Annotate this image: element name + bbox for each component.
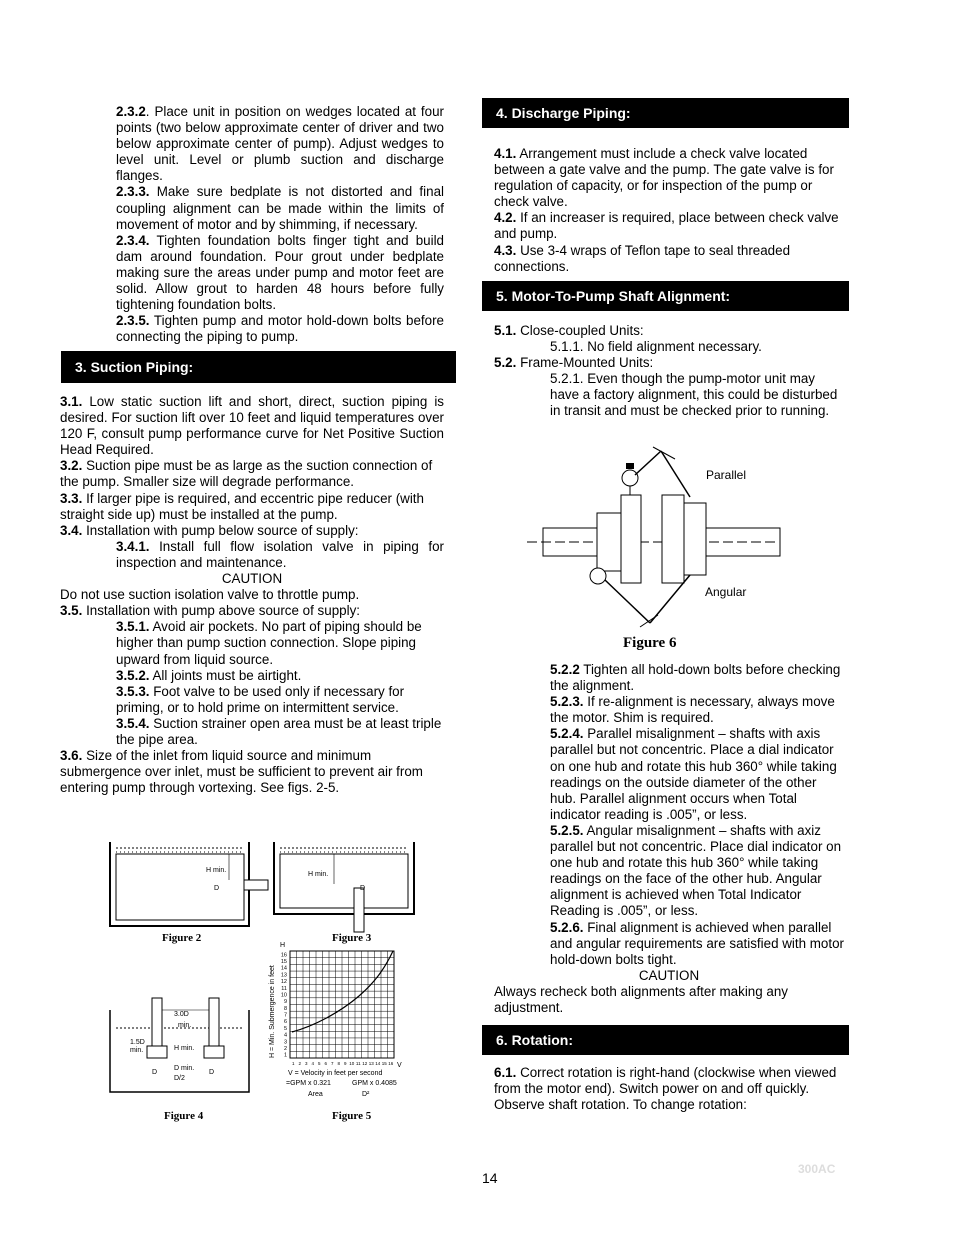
chart-grid: [290, 951, 394, 1058]
para-3-4: 3.4. Installation with pump below source of supply:: [60, 522, 359, 538]
left-hub-outer: [597, 513, 621, 571]
fig4-d2-label: D/2: [174, 1075, 185, 1082]
document-code: 300AC: [798, 1162, 836, 1176]
chart-y-tick: 3: [283, 1039, 287, 1046]
rotation-section: [494, 1065, 844, 1113]
chart-y-tick: 12: [280, 979, 287, 986]
chart-y-tick: 1: [283, 1052, 287, 1059]
left-column: [60, 104, 444, 345]
suction-piping-header: 3. Suction Piping:: [61, 351, 456, 383]
chart-x-tick: 2: [298, 1061, 302, 1066]
para-4-1: 4.1. Arrangement must include a check valve located between a gate valve and the pump. The gate valve is for regulation of capacity, or for inspection of the pump or check valve.: [494, 146, 834, 210]
figure-5-caption: Figure 5: [332, 1110, 372, 1122]
para-3-5-4: 3.5.4. Suction strainer open area must be at least triple the pipe area.: [116, 715, 442, 747]
chart-area-label: Area: [308, 1091, 323, 1098]
chart-v-label: V: [397, 1062, 402, 1069]
fig4-15d-label: 1.5D: [130, 1039, 145, 1046]
chart-h-label: H: [280, 942, 286, 949]
fig4-d-label: D: [152, 1069, 158, 1076]
figure-5-chart: [269, 942, 402, 1098]
para-2-3-3: 2.3.3. Make sure bedplate is not distorted and final coupling alignment can be made within the limits of movement of motor and by shimming, if necessary.: [116, 184, 444, 232]
chart-y-tick: 5: [283, 1025, 287, 1032]
page-number: 14: [482, 1170, 498, 1186]
fig4-min-label: min.: [178, 1022, 192, 1029]
figure-2-caption: Figure 2: [162, 932, 202, 944]
chart-y-tick: 11: [281, 985, 287, 992]
para-3-6: 3.6. Size of the inlet from liquid source and minimum submergence over inlet, must be sufficient to prevent air from entering pump through vortexing. See figs. 2-5.: [60, 748, 423, 796]
para-6-1: 6.1. Correct rotation is right-hand (clockwise when viewed from the motor end). Switch power on and off quickly. Observe shaft rotation. To change rotation:: [494, 1065, 837, 1113]
chart-y-tick: 16: [280, 952, 287, 959]
fig3-hmin-label: H min.: [308, 871, 329, 878]
fig4-hmin-label: H min.: [174, 1045, 195, 1052]
chart-x-tick: 5: [317, 1061, 321, 1066]
chart-x-axis-label: V = Velocity in feet per second: [288, 1070, 383, 1077]
chart-y-tick: 8: [283, 1005, 287, 1012]
chart-x-ticks: [292, 1061, 394, 1066]
chart-gpm1: =GPM x 0.321: [286, 1080, 331, 1087]
chart-x-tick: 1: [291, 1061, 295, 1066]
parallel-dial-icon: [622, 470, 638, 486]
para-4-3: 4.3. Use 3-4 wraps of Teflon tape to seal threaded connections.: [494, 242, 791, 274]
chart-y-tick: 13: [280, 972, 287, 979]
figure-6-caption: Figure 6: [623, 635, 677, 651]
para-3-3: 3.3. If larger pipe is required, and eccentric pipe reducer (with straight side up) must be installed at the pump.: [60, 490, 424, 522]
discharge-section: [494, 146, 844, 275]
para-2-3-4: 2.3.4. Tighten foundation bolts finger tight and build dam around foundation. Pour grout under bedplate making sure the areas under pump and motor feet are solid. Allow grout to harden 48 hours before fully tightening foundation bolts.: [116, 232, 444, 313]
para-5-2-1: 5.2.1. Even though the pump-motor unit may have a factory alignment, this could be disturbed in transit and must be checked prior to running.: [550, 371, 838, 419]
chart-y-tick: 14: [280, 965, 287, 972]
right-hub-outer: [684, 503, 706, 575]
para-5-2: 5.2. Frame-Mounted Units:: [494, 355, 654, 371]
para-3-4-1: 3.4.1. Install full flow isolation valve in piping for inspection and maintenance.: [116, 538, 444, 570]
chart-x-tick: 9: [343, 1061, 347, 1066]
chart-x-tick: 13: [368, 1061, 374, 1066]
chart-x-tick: 8: [337, 1061, 341, 1066]
right-hub: [662, 495, 684, 583]
chart-curve: [292, 951, 393, 1032]
chart-x-tick: 10: [349, 1061, 355, 1066]
fig4-d-label-2: D: [209, 1069, 215, 1076]
fig4-3d-label: 3.0D: [174, 1011, 189, 1018]
fig4-dmin-label: D min.: [174, 1065, 195, 1072]
para-5-1: 5.1. Close-coupled Units:: [494, 323, 644, 338]
chart-y-tick: 6: [283, 1019, 287, 1026]
fig2-d-label: D: [214, 885, 220, 892]
chart-y-tick: 4: [283, 1032, 287, 1039]
caution-text-1: Do not use suction isolation valve to throttle pump.: [60, 587, 360, 603]
para-3-5: 3.5. Installation with pump above source of supply:: [60, 603, 360, 619]
alignment-steps: [494, 662, 844, 1016]
chart-x-tick: 11: [355, 1061, 361, 1066]
para-4-2: 4.2. If an increaser is required, place between check valve and pump.: [494, 210, 839, 242]
chart-x-tick: 7: [330, 1061, 334, 1066]
para-3-2: 3.2. Suction pipe must be as large as the suction connection of the pump. Smaller size will degrade performance.: [60, 458, 433, 490]
alignment-section: [494, 323, 844, 420]
chart-y-tick: 15: [280, 959, 287, 966]
chart-x-tick: 15: [381, 1061, 387, 1066]
chart-x-tick: 6: [324, 1061, 328, 1066]
figure-2-diagram: [110, 842, 268, 926]
shaft-alignment-header: 5. Motor-To-Pump Shaft Alignment:: [482, 281, 849, 311]
chart-x-tick: 16: [388, 1061, 394, 1066]
fig6-parallel-label: Parallel: [706, 468, 747, 482]
caution-label-1: CAUTION: [221, 571, 283, 587]
figure-3-diagram: [274, 842, 414, 932]
chart-y-tick: 9: [283, 999, 287, 1006]
discharge-piping-header: 4. Discharge Piping:: [482, 98, 849, 128]
figures-2-5: [104, 838, 420, 1128]
para-3-1: 3.1. Low static suction lift and short, direct, suction piping is desired. For suction lift over 10 feet and liquid temperatures over 120 F, consult pump performance curve for Net Positive Suction Head Required.: [60, 394, 444, 458]
fig4-min2-label: min.: [130, 1047, 144, 1054]
para-5-2-5: 5.2.5. Angular misalignment – shafts with axiz parallel but not concentric. Place dial indicator on one hub and rotate this hub 360° while taking readings on the face of the other hub. Angular alignment is achieved when Total Indicator Reading is .005”, or less.: [550, 822, 842, 919]
chart-y-ticks: [281, 952, 287, 1058]
para-3-5-1: 3.5.1. Avoid air pockets. No part of piping should be higher than pump suction connection. Slope piping upward from liquid source.: [116, 619, 422, 667]
chart-d2-label: D²: [362, 1091, 370, 1098]
suction-section: [60, 394, 444, 796]
figure-6: [525, 445, 785, 655]
caution-label-2: CAUTION: [638, 967, 700, 983]
chart-y-tick: 2: [283, 1045, 287, 1052]
para-2-3-2: 2.3.2. Place unit in position on wedges located at four points (two below approximate center of driver and two below approximate center of pump). Adjust wedges to level unit. Level or plumb suction and discharge flanges.: [116, 104, 444, 184]
para-5-1-1: 5.1.1. No field alignment necessary.: [550, 339, 762, 355]
angular-dial-icon: [590, 568, 606, 584]
para-5-2-2: 5.2.2 Tighten all hold-down bolts before checking the alignment.: [550, 662, 841, 694]
chart-x-tick: 4: [311, 1061, 315, 1066]
fig3-d-label: D: [360, 885, 366, 892]
fig6-angular-label: Angular: [705, 585, 747, 599]
para-5-2-6: 5.2.6. Final alignment is achieved when parallel and angular requirements are satisfied with motor hold-down bolts tight.: [550, 919, 844, 967]
chart-x-tick: 3: [304, 1061, 308, 1066]
chart-y-axis-label: H = Min. Submergence in feet: [269, 965, 276, 1058]
chart-y-tick: 7: [283, 1012, 287, 1019]
rotation-header: 6. Rotation:: [482, 1025, 849, 1055]
para-2-3-5: 2.3.5. Tighten pump and motor hold-down bolts before connecting the piping to pump.: [116, 313, 444, 345]
chart-gpm2: GPM x 0.4085: [352, 1080, 397, 1087]
para-5-2-4: 5.2.4. Parallel misalignment – shafts with axis parallel but not concentric. Place a dial indicator on one hub and rotate this hub 360° while taking readings on the outside diameter of the other hub. Parallel alignment occurs when Total indicator reading is .005”, or less.: [550, 726, 837, 822]
figure-3-caption: Figure 3: [332, 932, 372, 944]
figure-4-caption: Figure 4: [164, 1110, 204, 1122]
left-hub: [621, 495, 641, 583]
caution-text-2: Always recheck both alignments after making any adjustment.: [494, 983, 788, 1015]
chart-x-tick: 12: [362, 1061, 368, 1066]
chart-x-tick: 14: [375, 1061, 381, 1066]
fig2-hmin-label: H min.: [206, 867, 227, 874]
para-5-2-3: 5.2.3. If re-alignment is necessary, always move the motor. Shim is required.: [550, 694, 835, 726]
para-3-5-3: 3.5.3. Foot valve to be used only if necessary for priming, or to hold prime on intermittent service.: [116, 683, 405, 715]
figure-4-diagram: [110, 998, 249, 1092]
chart-y-tick: 10: [280, 992, 287, 999]
para-3-5-2: 3.5.2. All joints must be airtight.: [116, 667, 302, 683]
